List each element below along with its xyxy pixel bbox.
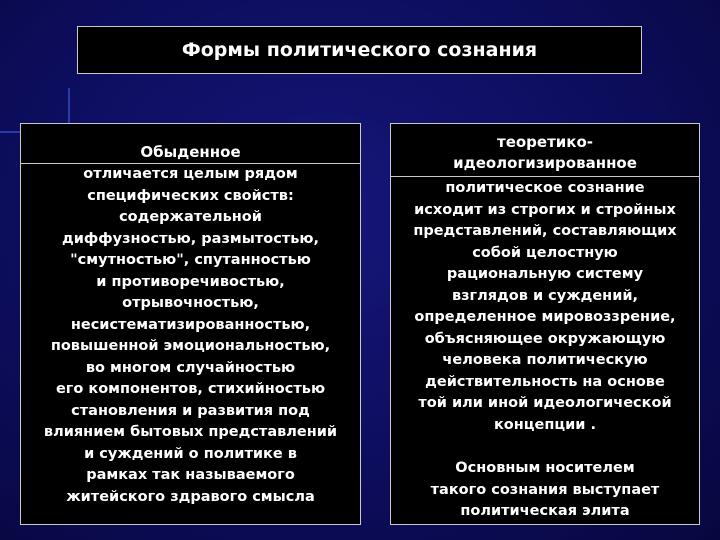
ordinary-consciousness-panel	[20, 123, 361, 525]
text-line: политическая элита	[460, 503, 630, 519]
text-line: несистематизированностью,	[70, 316, 311, 333]
text-line: отрывочностью,	[122, 295, 259, 311]
text-line: политическое сознание	[445, 180, 645, 196]
text-line: житейского здравого смысла	[66, 488, 315, 505]
text-line: исходит из строгих и стройных	[414, 201, 676, 218]
text-line: становления и развития под	[71, 402, 310, 419]
text-line: влиянием бытовых представлений	[43, 424, 338, 440]
text-line: во многом случайностью	[85, 359, 296, 376]
text-line: и противоречивостью,	[96, 273, 285, 290]
ideological-heading	[391, 132, 699, 174]
text-line: той или иной идеологической	[418, 395, 672, 411]
text-line: и суждений о политике в	[84, 445, 297, 462]
ordinary-description	[21, 164, 360, 508]
ordinary-heading: Обыденное	[140, 143, 241, 161]
text-line: отличается целым рядом	[83, 166, 298, 182]
ideological-consciousness-panel	[390, 123, 700, 525]
text-line: повышенной эмоциональностью,	[50, 338, 331, 354]
text-line: объясняющее окружающую	[424, 330, 666, 347]
ideological-footer	[391, 458, 699, 523]
text-line: рациональную систему	[446, 266, 644, 282]
text-line: действительность на основе	[425, 373, 665, 390]
text-line: диффузностью, размытостью,	[61, 230, 319, 247]
text-line: определенное мировоззрение,	[414, 309, 676, 325]
text-line: "смутностью", спутанностью	[70, 252, 311, 268]
text-line: концепции .	[493, 416, 597, 433]
text-line: содержательной	[119, 209, 262, 225]
text-line: человека политическую	[442, 352, 648, 368]
text-line: собой целостную	[472, 244, 618, 261]
text-line: рамках так называемого	[86, 467, 295, 483]
text-line: Основным носителем	[455, 460, 635, 476]
heading-divider	[391, 176, 699, 177]
text-line: такого сознания выступает	[430, 481, 660, 498]
heading-line: идеологизированное	[453, 154, 637, 172]
diagram-title: Формы политического сознания	[77, 26, 642, 74]
text-line: его компонентов, стихийностью	[55, 381, 326, 397]
ideological-description	[391, 178, 699, 436]
text-line: представлений, составляющих	[413, 223, 677, 239]
heading-line: теоретико-	[497, 133, 593, 151]
decorative-horizontal-line	[0, 131, 20, 133]
text-line: взглядов и суждений,	[451, 287, 639, 304]
text-line: специфических свойств:	[87, 187, 294, 204]
